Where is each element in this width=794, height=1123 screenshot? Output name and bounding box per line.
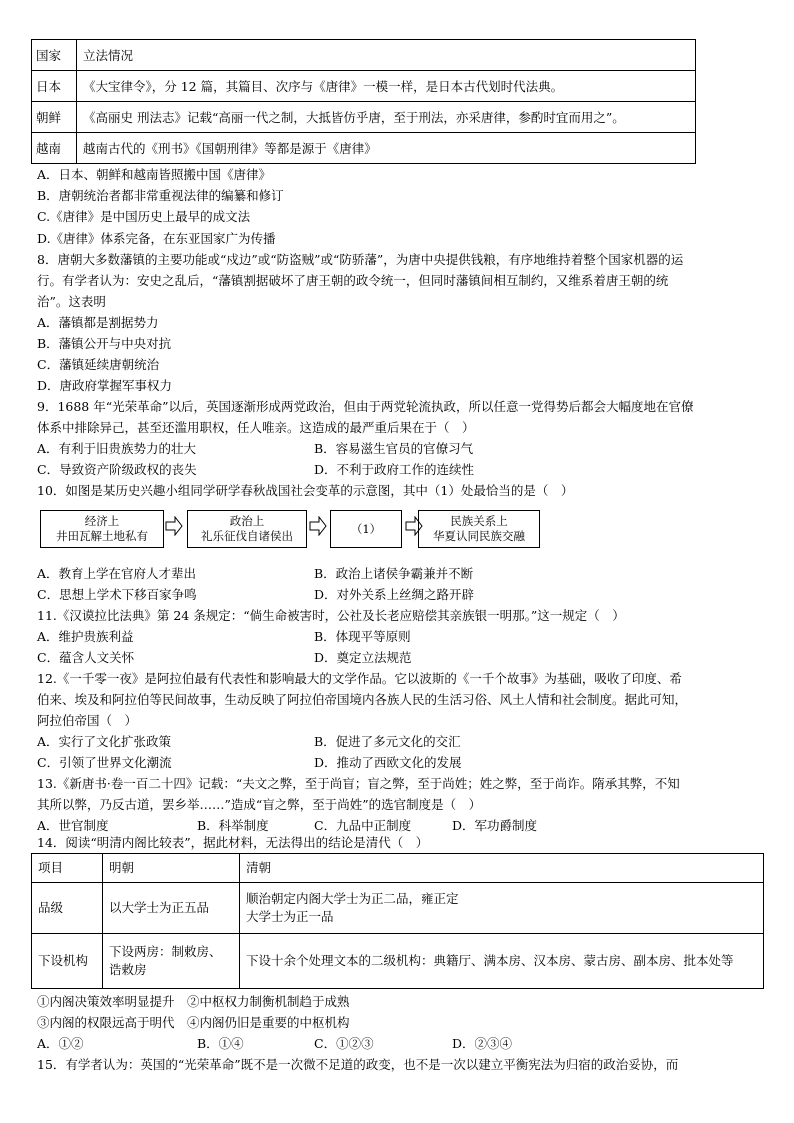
q9-stem-line: 体系中排除异己，甚至还滥用职权，任人唯亲。这造成的最严重后果在于（ ）	[37, 420, 475, 435]
flow-box-blank	[330, 510, 402, 548]
flow-box-text: 礼乐征伐自诸侯出	[201, 529, 293, 543]
q13-stem-line: 13.《新唐书·卷一百二十四》记载：“夫文之弊，至于尚盲；盲之弊，至于尚姓；姓之弊，至于尚诈。隋承其弊，不知	[37, 776, 680, 791]
cell-line: 顺治朝定内阁大学士为正二品，雍正定	[246, 891, 459, 906]
arrow-right-icon	[309, 516, 327, 536]
q8-option-a: A．藩镇都是割据势力	[37, 315, 159, 330]
q10-option-a: A．教育上学在官府人才辈出	[37, 566, 197, 581]
arrow-right-icon	[165, 516, 183, 536]
table-row	[32, 133, 696, 164]
q12-option-d: D．推动了西欧文化的发展	[314, 755, 462, 770]
q11-option-c: C．蕴含人文关怀	[37, 650, 135, 665]
q11-option-d: D．奠定立法规范	[314, 650, 412, 665]
q10-stem: 10．如图是某历史兴趣小组同学研学春秋战国社会变革的示意图，其中（1）处最恰当的是（ ）	[37, 483, 574, 498]
q8-stem-line: 治”。这表明	[37, 294, 106, 309]
table-cell: 《高丽史 刑法志》记载“高丽一代之制，大抵皆仿乎唐，至于刑法，亦采唐律，参酌时宜而用之”。	[77, 102, 696, 133]
q15-stem: 15．有学者认为：英国的“光荣革命”既不是一次微不足道的政变，也不是一次以建立平衡宪法为归宿的政治妥协，而	[37, 1057, 679, 1072]
q14-option-c: C．①②③	[314, 1036, 374, 1051]
table-cell: 下设机构	[32, 934, 103, 989]
table-header-row	[32, 854, 764, 883]
flow-box-text: 华夏认同民族交融	[433, 529, 525, 543]
q8-option-c: C．藩镇延续唐朝统治	[37, 357, 160, 372]
table-header-cell: 清朝	[240, 854, 764, 883]
table-header-cell: 国家	[32, 40, 77, 71]
flow-box-title: 政治上	[229, 514, 265, 528]
q12-option-a: A．实行了文化扩张政策	[37, 734, 172, 749]
q9-stem-line: 9．1688 年“光荣革命”以后，英国逐渐形成两党政治，但由于两党轮流执政，所以任意一党得势后都会大幅度地在官僚	[37, 399, 694, 414]
q14-statements-line: ③内阁的权限远高于明代 ④内阁仍旧是重要的中枢机构	[37, 1015, 350, 1030]
table-header-cell: 项目	[32, 854, 103, 883]
flow-box-title: （1）	[350, 521, 382, 536]
q10-option-c: C．思想上学术下移百家争鸣	[37, 587, 197, 602]
table-cell: 越南	[32, 133, 77, 164]
q8-stem-line: 8．唐朝大多数藩镇的主要功能或“戍边”或“防盗贼”或“防骄藩”，为唐中央提供钱粮，有序地维持着整个国家机器的运	[37, 252, 684, 267]
flow-box-economy	[40, 510, 164, 548]
q13-option-d: D．军功爵制度	[452, 818, 538, 833]
table-cell	[240, 883, 764, 934]
q11-option-b: B．体现平等原则	[314, 629, 411, 644]
ming-qing-cabinet-table	[31, 853, 764, 989]
q13-option-b: B．科举制度	[197, 818, 269, 833]
table-header-cell: 明朝	[103, 854, 240, 883]
q12-option-c: C．引领了世界文化潮流	[37, 755, 172, 770]
q7-option-b: B．唐朝统治者都非常重视法律的编纂和修订	[37, 188, 284, 203]
table-cell: 越南古代的《刑书》《国朝刑律》等都是源于《唐律》	[77, 133, 696, 164]
table-cell: 下设两房：制敕房、诰敕房	[103, 934, 240, 989]
flow-box-ethnic	[418, 510, 540, 548]
table-cell: 品级	[32, 883, 103, 934]
q10-option-b: B．政治上诸侯争霸兼并不断	[314, 566, 474, 581]
q13-stem-line: 其所以弊，乃反古道，罢乡举……”造成“盲之弊，至于尚姓”的选官制度是（ ）	[37, 797, 482, 812]
table-cell: 朝鲜	[32, 102, 77, 133]
q11-option-a: A．维护贵族利益	[37, 629, 134, 644]
q12-stem-line: 12.《一千零一夜》是阿拉伯最有代表性和影响最大的文学作品。它以波斯的《一千个故事》为基础，吸收了印度、希	[37, 671, 682, 686]
q12-option-b: B．促进了多元文化的交汇	[314, 734, 461, 749]
table-cell: 以大学士为正五品	[103, 883, 240, 934]
flow-box-title: 经济上	[84, 514, 120, 528]
table-cell: 日本	[32, 71, 77, 102]
table-header-row	[32, 40, 696, 71]
q9-option-b: B．容易滋生官员的官僚习气	[314, 441, 474, 456]
table-cell: 下设十余个处理文本的二级机构：典籍厅、满本房、汉本房、蒙古房、副本房、批本处等	[240, 934, 764, 989]
q9-option-c: C．导致资产阶级政权的丧失	[37, 462, 197, 477]
q8-option-b: B．藩镇公开与中央对抗	[37, 336, 172, 351]
table-cell: 《大宝律令》，分 12 篇，其篇目、次序与《唐律》一模一样，是日本古代划时代法典。	[77, 71, 696, 102]
q7-option-d: D.《唐律》体系完备，在东亚国家广为传播	[37, 231, 276, 246]
q12-stem-line: 阿拉伯帝国（ ）	[37, 713, 138, 728]
q7-option-c: C.《唐律》是中国历史上最早的成文法	[37, 209, 251, 224]
table-row	[32, 102, 696, 133]
table-header-cell: 立法情况	[77, 40, 696, 71]
flow-box-title: 民族关系上	[450, 514, 508, 528]
q14-option-d: D．②③④	[452, 1036, 513, 1051]
table-row	[32, 71, 696, 102]
q14-statements-line: ①内阁决策效率明显提升 ②中枢权力制衡机制趋于成熟	[37, 994, 350, 1009]
flow-box-text: 井田瓦解土地私有	[56, 529, 148, 543]
q11-stem: 11.《汉谟拉比法典》第 24 条规定：“倘生命被害时，公社及长老应赔偿其亲族银一明那。”这一规定（ ）	[37, 608, 625, 623]
q9-option-d: D．不利于政府工作的连续性	[314, 462, 475, 477]
q8-option-d: D．唐政府掌握军事权力	[37, 378, 173, 393]
q14-stem: 14．阅读“明清内阁比较表”，据此材料，无法得出的结论是清代（ ）	[37, 835, 429, 850]
q12-stem-line: 伯来、埃及和阿拉伯等民间故事，生动反映了阿拉伯帝国境内各族人民的生活习俗、风土人情和社会制度。据此可知，	[37, 692, 688, 707]
legislation-table	[31, 39, 696, 164]
q8-stem-line: 行。有学者认为：安史之乱后，“藩镇割据破坏了唐王朝的政令统一，但同时藩镇间相互制约，又维系着唐王朝的统	[37, 273, 669, 288]
cell-line: 大学士为正一品	[246, 909, 334, 924]
flow-box-politics	[187, 510, 307, 548]
q14-option-b: B．①④	[197, 1036, 244, 1051]
q13-option-a: A．世官制度	[37, 818, 109, 833]
q9-option-a: A．有利于旧贵族势力的壮大	[37, 441, 197, 456]
table-row	[32, 883, 764, 934]
q10-option-d: D．对外关系上丝绸之路开辟	[314, 587, 475, 602]
q13-option-c: C．九品中正制度	[314, 818, 412, 833]
q7-option-a: A．日本、朝鲜和越南皆照搬中国《唐律》	[37, 167, 272, 182]
table-row	[32, 934, 764, 989]
q14-option-a: A．①②	[37, 1036, 84, 1051]
